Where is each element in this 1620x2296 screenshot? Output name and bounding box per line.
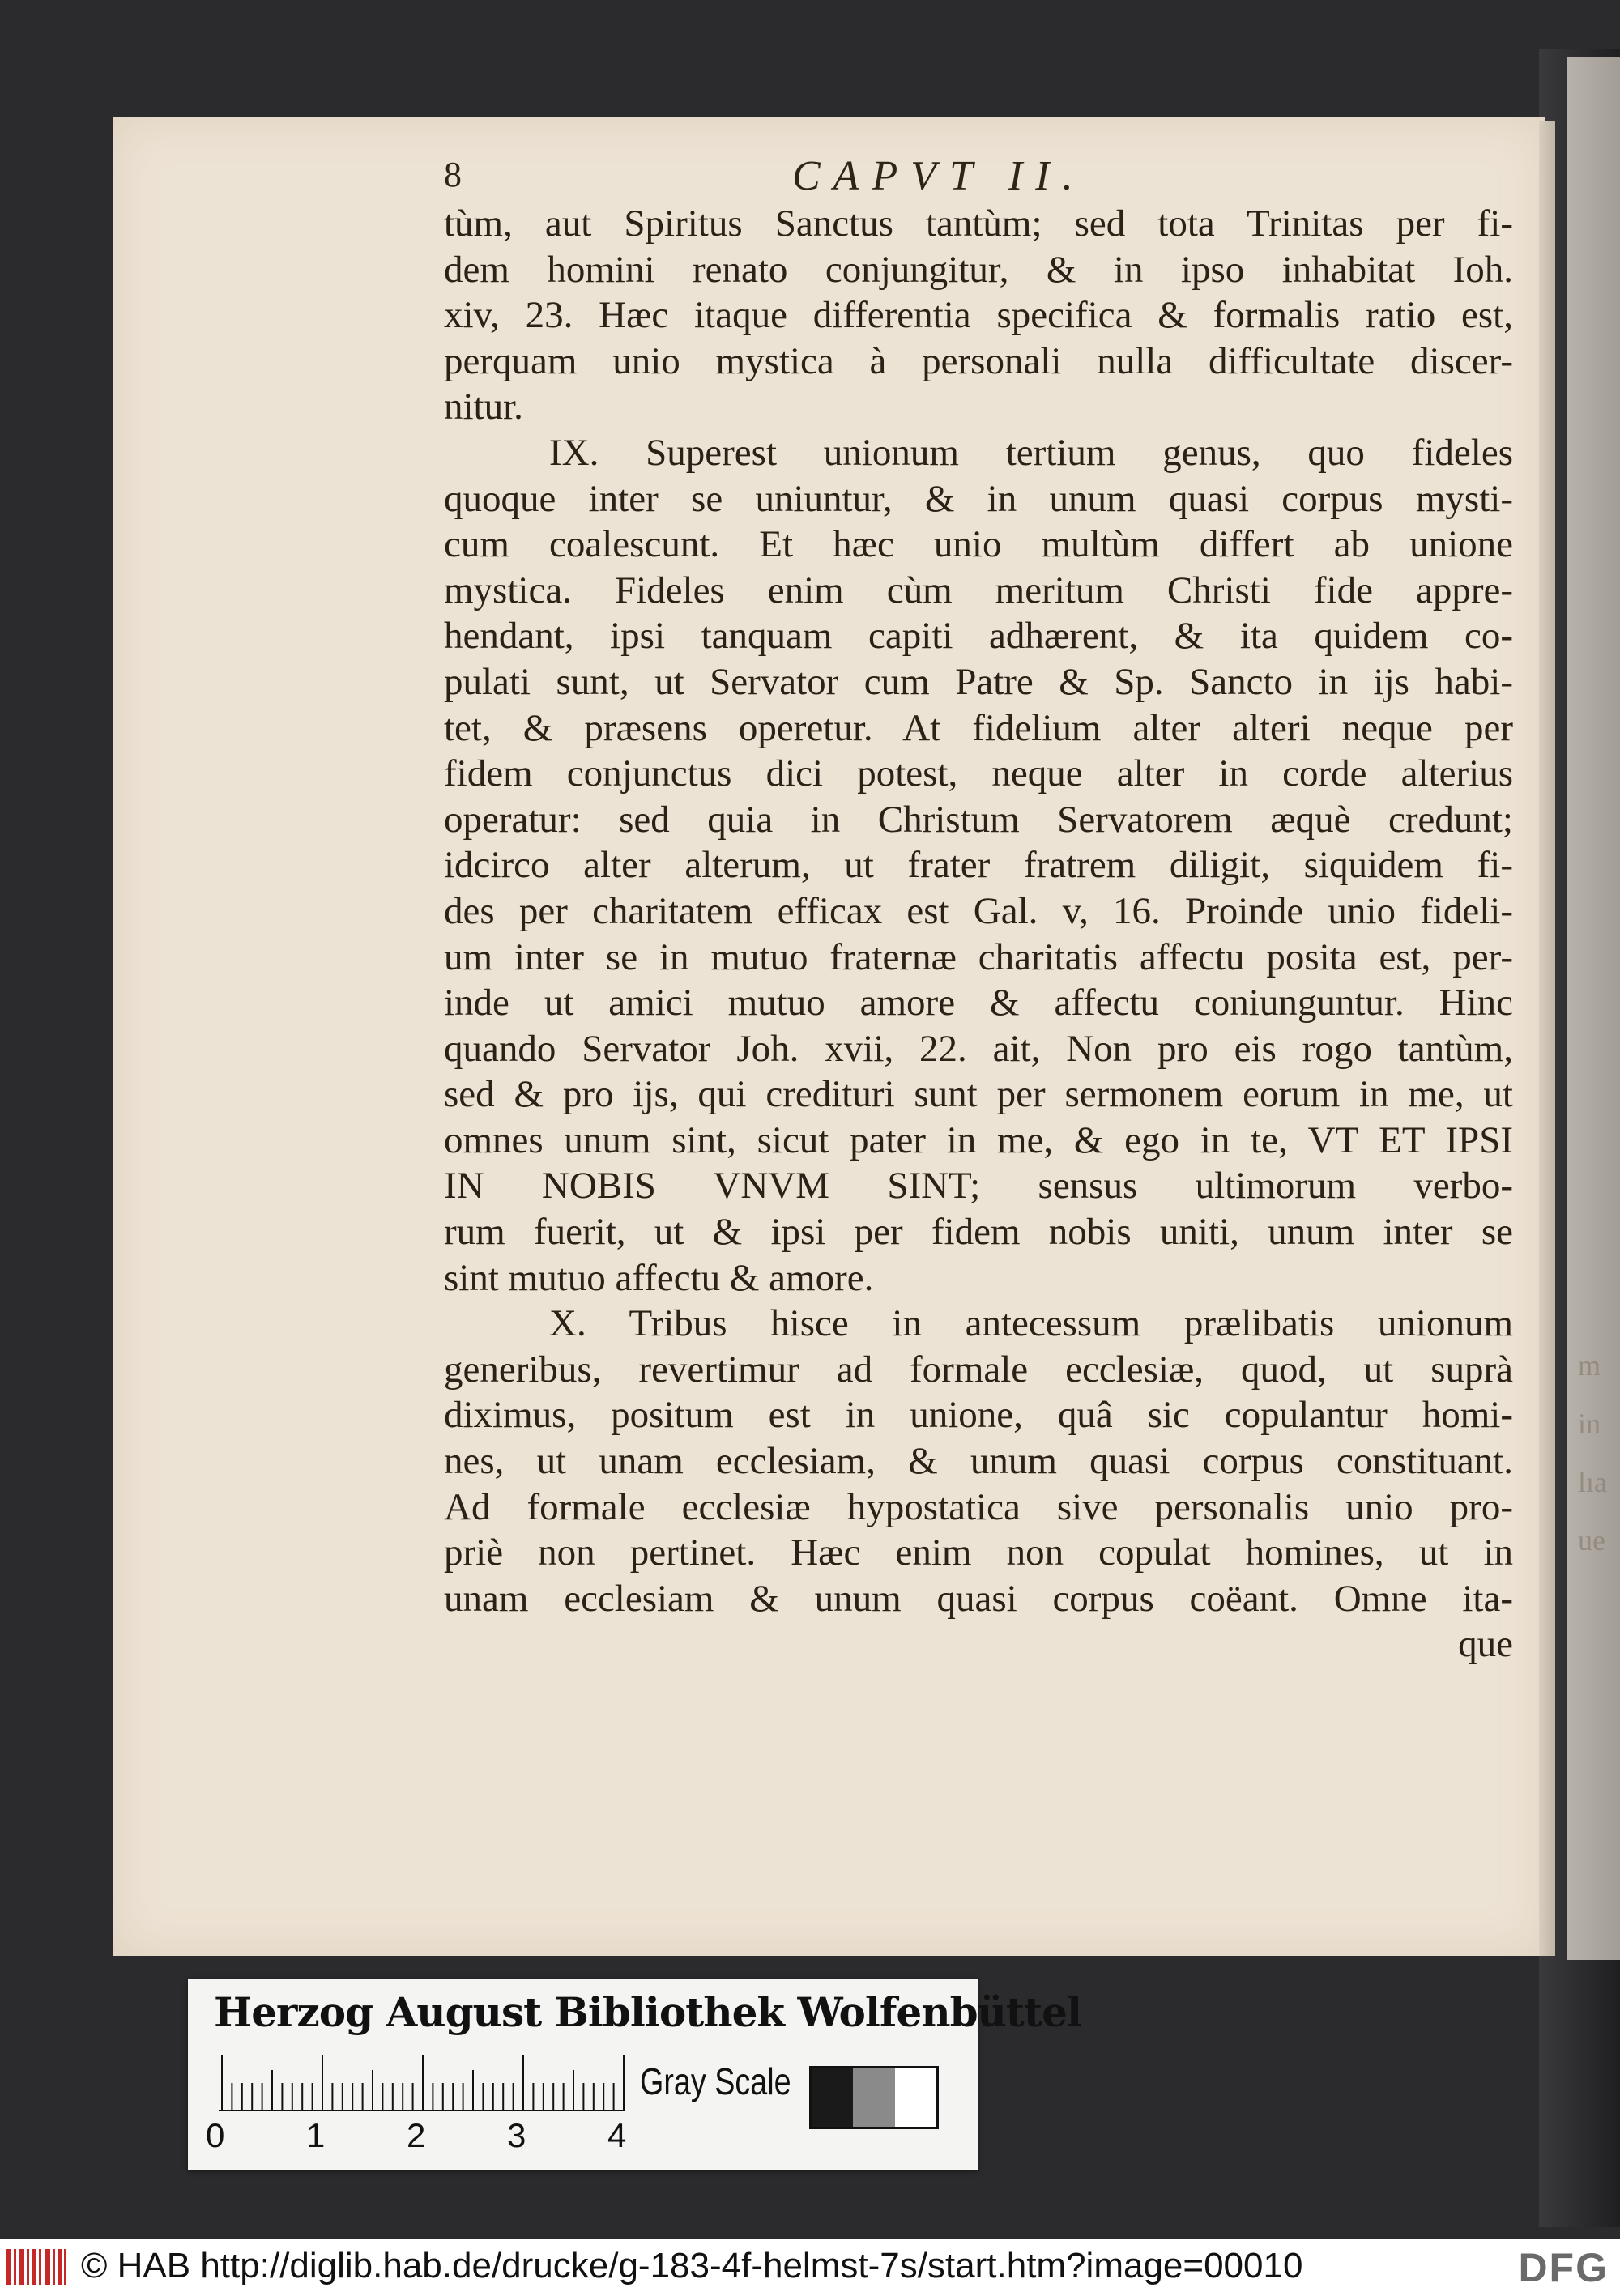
text-line: quoque inter se uniuntur, & in unum quasi corpus mysti- <box>444 477 1513 520</box>
ruler-number: 3 <box>507 2116 526 2154</box>
text-line: nitur. <box>444 386 523 428</box>
text-line: tet, & præsens operetur. At fidelium alter alteri neque per <box>444 706 1513 749</box>
text-line: pulati sunt, ut Servator cum Patre & Sp. Sancto in ijs habi- <box>444 660 1513 703</box>
text-line: sint mutuo affectu & amore. <box>444 1256 874 1299</box>
gray-scale-swatches <box>809 2066 939 2129</box>
ruler-number: 1 <box>306 2116 326 2154</box>
ruler-numbers <box>206 2116 805 2157</box>
body-text <box>444 201 1513 1668</box>
gray-swatch <box>853 2068 894 2127</box>
running-head-title: CAPVT II. <box>792 153 1086 199</box>
text-line: inde ut amici mutuo amore & affectu coniunguntur. Hinc <box>444 982 1513 1024</box>
library-name: Herzog August Bibliothek Wolfenbüttel <box>214 1988 1081 2036</box>
text-line: unam ecclesiam & unum quasi corpus coëant. Omne ita- <box>444 1577 1513 1620</box>
text-line: idcirco alter alterum, ut frater fratrem diligit, siquidem fi- <box>444 844 1513 887</box>
text-line: dem homini renato conjungitur, & in ipso inhabitat Ioh. <box>444 248 1513 291</box>
facing-page-edge <box>1567 57 1620 1960</box>
catchword: que <box>1458 1623 1513 1666</box>
footer-source-link[interactable]: © HAB http://diglib.hab.de/drucke/g-183-4f-helmst-7s/start.htm?image=00010 <box>81 2246 1303 2285</box>
text-line: rum fuerit, ut & ipsi per fidem nobis uniti, unum inter se <box>444 1211 1513 1254</box>
text-line: sed & pro ijs, qui credituri sunt per sermonem eorum in me, ut <box>444 1073 1513 1116</box>
facing-page-bleed: m in lıa ue <box>1578 1349 1607 1557</box>
ruler-number: 0 <box>206 2116 225 2154</box>
text-line: Ad formale ecclesiæ hypostatica sive personalis unio pro- <box>444 1485 1513 1528</box>
page-number: 8 <box>444 155 462 194</box>
library-stamp <box>188 1979 1081 2170</box>
text-line: mystica. Fideles enim cùm meritum Christi fide appre- <box>444 569 1513 611</box>
barcode-icon <box>6 2246 71 2288</box>
gray-scale-label: Gray Scale <box>640 2060 791 2102</box>
text-line: um inter se in mutuo fraternæ charitatis affectu posita est, per- <box>444 935 1513 978</box>
text-line: X. Tribus hisce in antecessum prælibatis unionum <box>549 1302 1513 1345</box>
text-line: quando Servator Joh. xvii, 22. ait, Non pro eis rogo tantùm, <box>444 1027 1513 1070</box>
page-edge <box>1539 121 1555 1956</box>
text-line: generibus, revertimur ad formale ecclesiæ, quod, ut suprà <box>444 1348 1513 1391</box>
gray-swatch <box>895 2068 936 2127</box>
text-line: xiv, 23. Hæc itaque differentia specifica & formalis ratio est, <box>444 294 1513 337</box>
text-line: omnes unum sint, sicut pater in me, & ego in te, VT ET IPSI <box>444 1118 1513 1161</box>
ruler-number: 2 <box>407 2116 426 2154</box>
text-line: priè non pertinet. Hæc enim non copulat homines, ut in <box>444 1531 1513 1574</box>
text-line: des per charitatem efficax est Gal. v, 16. Proinde unio fideli- <box>444 889 1513 932</box>
gray-swatch <box>812 2068 853 2127</box>
text-line: IN NOBIS VNVM SINT; sensus ultimorum verbo- <box>444 1165 1513 1208</box>
text-line: diximus, positum est in unione, quâ sic copulantur homi- <box>444 1394 1513 1437</box>
footer-bar <box>0 2239 1620 2296</box>
text-line: IX. Superest unionum tertium genus, quo fideles <box>549 431 1513 474</box>
text-line: hendant, ipsi tanquam capiti adhærent, & ita quidem co- <box>444 615 1513 658</box>
text-line: nes, ut unam ecclesiam, & unum quasi corpus constituant. <box>444 1440 1513 1483</box>
text-line: fidem conjunctus dici potest, neque alter in corde alterius <box>444 752 1513 795</box>
text-line: cum coalescunt. Et hæc unio multùm differt ab unione <box>444 523 1513 566</box>
dfg-logo: DFG <box>1518 2245 1609 2290</box>
text-line: perquam unio mystica à personali nulla difficultate discer- <box>444 339 1513 382</box>
text-line: operatur: sed quia in Christum Servatorem æquè credunt; <box>444 798 1513 841</box>
ruler-number: 4 <box>608 2116 627 2154</box>
text-line: tùm, aut Spiritus Sanctus tantùm; sed tota Trinitas per fi- <box>444 202 1513 245</box>
